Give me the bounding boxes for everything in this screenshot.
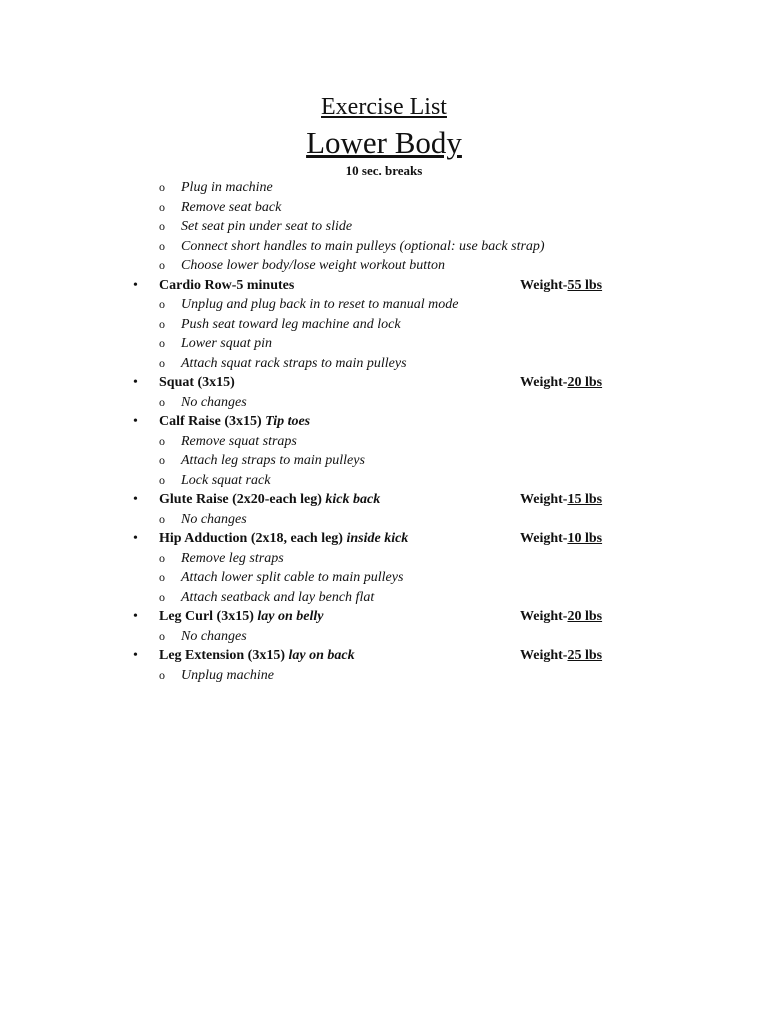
instruction-item — [0, 588, 768, 608]
exercise-label — [159, 373, 235, 393]
instruction-text: No changes — [181, 394, 247, 410]
exercise-list — [0, 178, 768, 685]
instruction-text: Lock squat rack — [181, 472, 271, 488]
exercise-name: Cardio Row-5 minutes — [159, 277, 295, 293]
circle-bullet-icon: o — [159, 316, 165, 331]
exercise-item — [0, 412, 768, 432]
bullet-icon: • — [133, 375, 138, 390]
document-title: Exercise List — [321, 94, 447, 120]
instruction-item — [0, 354, 768, 374]
exercise-weight — [520, 373, 602, 393]
weight-label: Weight- — [520, 648, 568, 663]
circle-bullet-icon: o — [159, 589, 165, 604]
instruction-item — [0, 178, 768, 198]
weight-label: Weight- — [520, 492, 568, 507]
circle-bullet-icon: o — [159, 511, 165, 526]
exercise-note: Tip toes — [265, 414, 311, 429]
exercise-label — [159, 412, 310, 432]
instruction-item — [0, 510, 768, 530]
instruction-item — [0, 432, 768, 452]
instruction-text: Attach leg straps to main pulleys — [181, 453, 365, 468]
bullet-icon: • — [133, 414, 138, 429]
instruction-item — [0, 295, 768, 315]
break-note: 10 sec. breaks — [345, 163, 423, 178]
weight-label: Weight- — [520, 531, 568, 546]
bullet-icon: • — [133, 609, 138, 624]
exercise-label — [159, 646, 355, 666]
instruction-text: No changes — [181, 628, 247, 644]
weight-value: 20 lbs — [567, 609, 603, 624]
instruction-text: Push seat toward leg machine and lock — [181, 316, 401, 332]
instruction-item — [0, 451, 768, 471]
instruction-item — [0, 217, 768, 237]
exercise-label — [159, 607, 324, 627]
exercise-name: Glute Raise (2x20-each leg) — [159, 492, 322, 507]
weight-value: 10 lbs — [567, 531, 603, 546]
exercise-label — [159, 529, 408, 549]
instruction-item — [0, 334, 768, 354]
weight-value: 55 lbs — [567, 277, 603, 293]
bullet-icon: • — [133, 492, 138, 507]
exercise-weight — [520, 490, 602, 510]
exercise-note: inside kick — [346, 531, 409, 546]
instruction-item — [0, 315, 768, 335]
circle-bullet-icon: o — [159, 570, 165, 584]
instruction-item — [0, 549, 768, 569]
bullet-icon: • — [133, 277, 138, 293]
circle-bullet-icon: o — [159, 238, 165, 253]
instruction-text: Attach seatback and lay bench flat — [181, 589, 375, 605]
instruction-item — [0, 237, 768, 257]
circle-bullet-icon: o — [159, 667, 165, 682]
exercise-weight — [520, 607, 602, 627]
bullet-icon: • — [133, 531, 138, 546]
document-subtitle: Lower Body — [306, 125, 462, 160]
instruction-item — [0, 256, 768, 276]
exercise-item — [0, 490, 768, 510]
circle-bullet-icon: o — [159, 453, 165, 467]
exercise-item — [0, 607, 768, 627]
instruction-item — [0, 666, 768, 686]
instruction-text: Remove leg straps — [181, 550, 284, 566]
instruction-text: Choose lower body/lose weight workout button — [181, 258, 446, 273]
instruction-text: Unplug and plug back in to reset to manual mode — [181, 297, 459, 312]
instruction-text: Plug in machine — [181, 180, 273, 195]
exercise-name: Hip Adduction (2x18, each leg) — [159, 531, 343, 546]
circle-bullet-icon: o — [159, 336, 165, 350]
instruction-text: No changes — [181, 511, 247, 527]
exercise-item — [0, 276, 768, 296]
circle-bullet-icon: o — [159, 199, 165, 214]
circle-bullet-icon: o — [159, 355, 165, 370]
bullet-icon: • — [133, 648, 138, 663]
exercise-item — [0, 373, 768, 393]
weight-value: 20 lbs — [567, 375, 603, 390]
circle-bullet-icon: o — [159, 394, 165, 409]
instruction-item — [0, 627, 768, 647]
circle-bullet-icon: o — [159, 258, 165, 272]
exercise-name: Leg Extension (3x15) — [159, 648, 285, 663]
exercise-label — [159, 276, 294, 296]
instruction-text: Attach squat rack straps to main pulleys — [181, 355, 407, 371]
exercise-name: Leg Curl (3x15) — [159, 609, 254, 624]
instruction-text: Connect short handles to main pulleys (optional: use back strap) — [181, 238, 545, 254]
instruction-text: Set seat pin under seat to slide — [181, 219, 353, 234]
exercise-label — [159, 490, 380, 510]
exercise-name: Calf Raise (3x15) — [159, 414, 262, 429]
instruction-text: Remove squat straps — [181, 433, 297, 449]
exercise-item — [0, 646, 768, 666]
instruction-text: Unplug machine — [181, 667, 274, 683]
exercise-note: lay on belly — [257, 609, 324, 624]
exercise-weight — [520, 646, 602, 666]
weight-value: 15 lbs — [567, 492, 603, 507]
instruction-text: Lower squat pin — [181, 336, 273, 351]
circle-bullet-icon: o — [159, 180, 165, 194]
instruction-item — [0, 198, 768, 218]
exercise-note: kick back — [325, 492, 381, 507]
exercise-weight — [520, 529, 602, 549]
exercise-name: Squat (3x15) — [159, 375, 235, 390]
circle-bullet-icon: o — [159, 628, 165, 643]
instruction-text: Attach lower split cable to main pulleys — [181, 570, 404, 585]
weight-value: 25 lbs — [567, 648, 603, 663]
circle-bullet-icon: o — [159, 433, 165, 448]
exercise-item — [0, 529, 768, 549]
instruction-text: Remove seat back — [181, 199, 282, 215]
exercise-weight — [520, 276, 602, 296]
weight-label: Weight- — [520, 277, 568, 293]
circle-bullet-icon: o — [159, 472, 165, 487]
exercise-note: lay on back — [288, 648, 355, 663]
circle-bullet-icon: o — [159, 297, 165, 311]
instruction-item — [0, 568, 768, 588]
weight-label: Weight- — [520, 375, 568, 390]
circle-bullet-icon: o — [159, 550, 165, 565]
instruction-item — [0, 393, 768, 413]
instruction-item — [0, 471, 768, 491]
weight-label: Weight- — [520, 609, 568, 624]
circle-bullet-icon: o — [159, 219, 165, 233]
